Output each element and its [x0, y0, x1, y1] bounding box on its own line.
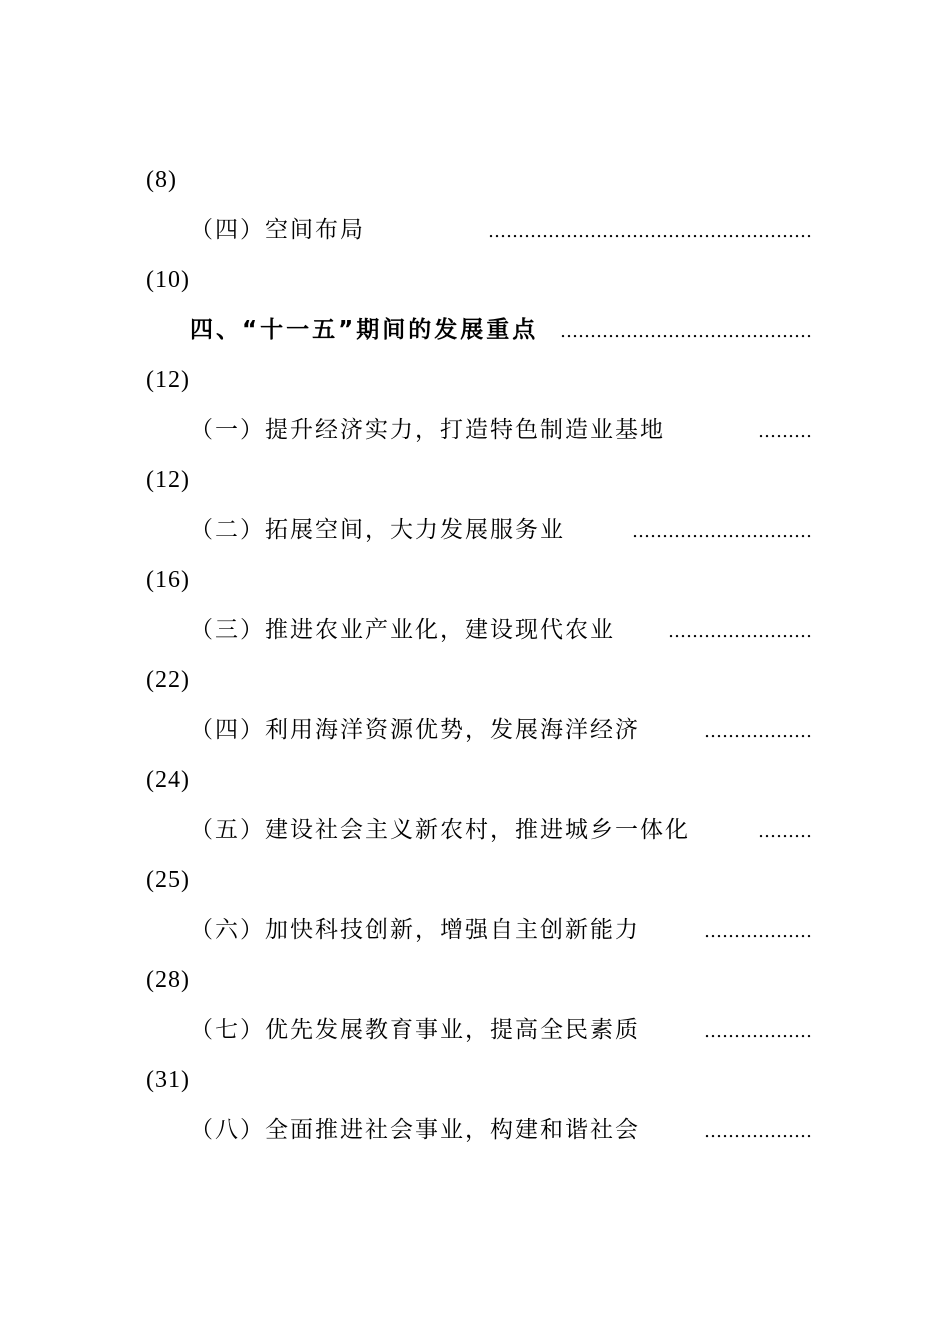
toc-leader-dots: ……………… — [704, 1021, 812, 1042]
toc-leader-dots: ……………… — [704, 1121, 812, 1142]
toc-entry-social-affairs[interactable] — [190, 1113, 812, 1147]
toc-leader-dots: ……………… — [704, 921, 812, 942]
toc-page-number: (22) — [146, 667, 190, 693]
toc-page-number: (12) — [146, 467, 190, 493]
toc-page-number: (25) — [146, 867, 190, 893]
toc-entry-innovation[interactable] — [190, 913, 812, 947]
toc-page-number: (16) — [146, 567, 190, 593]
toc-page-number: (31) — [146, 1067, 190, 1093]
toc-entry-label: （四）利用海洋资源优势，发展海洋经济 — [190, 717, 640, 743]
toc-entry-label: （一）提升经济实力，打造特色制造业基地 — [190, 417, 665, 443]
toc-page-number: (8) — [146, 167, 177, 193]
toc-entry-label: （三）推进农业产业化，建设现代农业 — [190, 617, 615, 643]
toc-entry-spatial-layout[interactable] — [190, 213, 812, 247]
toc-leader-dots: ……………………………………………… — [488, 221, 812, 242]
toc-page-number: (12) — [146, 367, 190, 393]
toc-entry-marine-economy[interactable] — [190, 713, 812, 747]
toc-leader-dots: ……………… — [704, 721, 812, 742]
toc-page-number: (28) — [146, 967, 190, 993]
toc-entry-label: （四）空间布局 — [190, 217, 365, 243]
toc-entry-label: （八）全面推进社会事业，构建和谐社会 — [190, 1117, 640, 1143]
toc-entry-education[interactable] — [190, 1013, 812, 1047]
toc-entry-manufacturing[interactable] — [190, 413, 812, 447]
toc-entry-agriculture[interactable] — [190, 613, 812, 647]
toc-page-number: (10) — [146, 267, 190, 293]
toc-entry-label: （七）优先发展教育事业，提高全民素质 — [190, 1017, 640, 1043]
toc-entry-label: 四、“十一五”期间的发展重点 — [190, 317, 539, 343]
toc-entry-label: （二）拓展空间，大力发展服务业 — [190, 517, 565, 543]
toc-entry-label: （六）加快科技创新，增强自主创新能力 — [190, 917, 640, 943]
toc-entry-label: （五）建设社会主义新农村，推进城乡一体化 — [190, 817, 690, 843]
toc-entry-services[interactable] — [190, 513, 812, 547]
toc-entry-new-countryside[interactable] — [190, 813, 812, 847]
toc-leader-dots: …………………… — [668, 621, 812, 642]
toc-leader-dots: ……… — [758, 421, 812, 442]
toc-leader-dots: …………………………………… — [560, 321, 812, 342]
toc-leader-dots: ………………………… — [632, 521, 812, 542]
toc-leader-dots: ……… — [758, 821, 812, 842]
toc-page-number: (24) — [146, 767, 190, 793]
toc-section-heading[interactable] — [190, 313, 812, 347]
